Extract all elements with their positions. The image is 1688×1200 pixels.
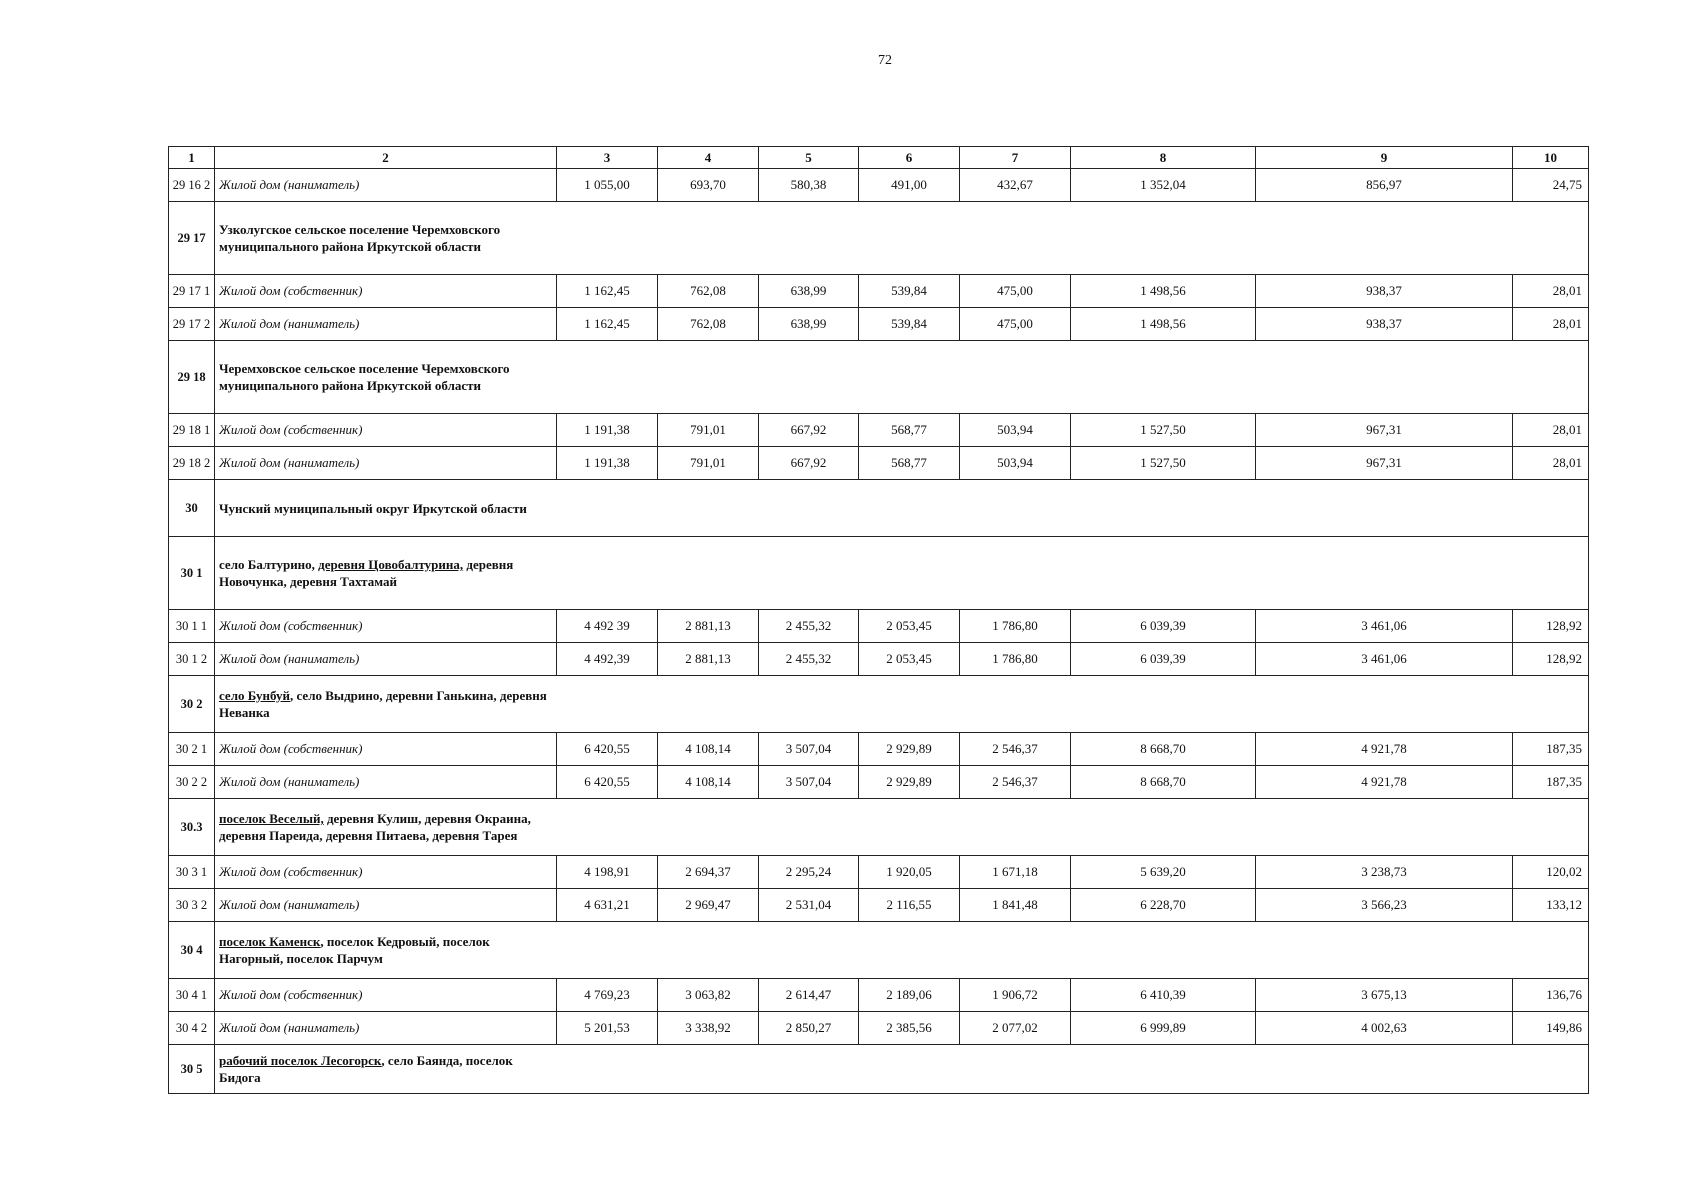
- cell-value-col-5: 2 531,04: [759, 889, 859, 922]
- cell-value-col-3: 4 631,21: [557, 889, 658, 922]
- cell-value-col-10: 28,01: [1513, 275, 1589, 308]
- cell-value-col-4: 791,01: [658, 447, 759, 480]
- cell-value-col-7: 1 786,80: [960, 643, 1071, 676]
- section-empty-span: [557, 676, 1589, 733]
- table-row: [169, 308, 1589, 341]
- table-row: [169, 643, 1589, 676]
- cell-value-col-6: 539,84: [859, 308, 960, 341]
- section-title-part: , село Баянда, поселок Бидога: [219, 1053, 513, 1085]
- section-code: 30 4: [169, 922, 215, 979]
- cell-value-col-6: 539,84: [859, 275, 960, 308]
- cell-value-col-9: 967,31: [1256, 447, 1513, 480]
- cell-value-col-10: 24,75: [1513, 169, 1589, 202]
- cell-value-col-9: 3 238,73: [1256, 856, 1513, 889]
- row-description: Жилой дом (наниматель): [215, 766, 557, 799]
- section-title-part: село Балтурино,: [219, 557, 319, 572]
- cell-value-col-4: 2 694,37: [658, 856, 759, 889]
- section-title-underlined-part: поселок Каменск: [219, 934, 321, 949]
- cell-value-col-10: 28,01: [1513, 308, 1589, 341]
- cell-value-col-3: 1 162,45: [557, 308, 658, 341]
- cell-value-col-4: 3 338,92: [658, 1012, 759, 1045]
- cell-value-col-9: 3 461,06: [1256, 610, 1513, 643]
- section-empty-span: [557, 1045, 1589, 1094]
- row-description: Жилой дом (наниматель): [215, 643, 557, 676]
- cell-value-col-9: 938,37: [1256, 275, 1513, 308]
- table-row: [169, 979, 1589, 1012]
- cell-value-col-9: 3 566,23: [1256, 889, 1513, 922]
- section-title-underlined-part: село Бунбуй: [219, 688, 290, 703]
- cell-value-col-9: 4 921,78: [1256, 766, 1513, 799]
- cell-value-col-10: 128,92: [1513, 643, 1589, 676]
- column-header: 2: [215, 147, 557, 169]
- cell-value-col-5: 3 507,04: [759, 733, 859, 766]
- cell-value-col-7: 475,00: [960, 275, 1071, 308]
- cell-value-col-6: 1 920,05: [859, 856, 960, 889]
- column-header: 5: [759, 147, 859, 169]
- section-title: [215, 202, 557, 275]
- cell-value-col-8: 1 498,56: [1071, 275, 1256, 308]
- tariff-table: [168, 146, 1589, 1094]
- tariff-table-wrapper: [168, 146, 1588, 1094]
- cell-value-col-4: 791,01: [658, 414, 759, 447]
- section-title: [215, 676, 557, 733]
- table-row: [169, 1012, 1589, 1045]
- cell-value-col-8: 1 527,50: [1071, 447, 1256, 480]
- section-title: [215, 799, 557, 856]
- section-title-part: Узколугское сельское поселение Черемховского муниципального района Иркутской области: [219, 222, 501, 254]
- section-row: [169, 341, 1589, 414]
- cell-value-col-10: 187,35: [1513, 766, 1589, 799]
- row-code: 29 16 2: [169, 169, 215, 202]
- section-code: 30 5: [169, 1045, 215, 1094]
- row-code: 29 18 1: [169, 414, 215, 447]
- cell-value-col-10: 133,12: [1513, 889, 1589, 922]
- section-code: 30: [169, 480, 215, 537]
- section-row: [169, 537, 1589, 610]
- cell-value-col-4: 4 108,14: [658, 766, 759, 799]
- cell-value-col-9: 856,97: [1256, 169, 1513, 202]
- cell-value-col-7: 1 671,18: [960, 856, 1071, 889]
- section-empty-span: [557, 202, 1589, 275]
- column-header: 6: [859, 147, 960, 169]
- section-title: [215, 341, 557, 414]
- cell-value-col-6: 2 929,89: [859, 733, 960, 766]
- row-code: 30 4 1: [169, 979, 215, 1012]
- section-title-part: , поселок Кедровый, поселок Нагорный, поселок Парчум: [219, 934, 490, 966]
- row-description: Жилой дом (собственник): [215, 275, 557, 308]
- cell-value-col-4: 3 063,82: [658, 979, 759, 1012]
- cell-value-col-8: 6 228,70: [1071, 889, 1256, 922]
- cell-value-col-4: 2 881,13: [658, 643, 759, 676]
- section-title-part: деревня Новочунка, деревня Тахтамай: [219, 557, 514, 589]
- section-title: [215, 1045, 557, 1094]
- cell-value-col-5: 2 455,32: [759, 610, 859, 643]
- section-title-underlined-part: поселок Веселый,: [219, 811, 324, 826]
- row-description: Жилой дом (наниматель): [215, 447, 557, 480]
- cell-value-col-7: 2 546,37: [960, 733, 1071, 766]
- cell-value-col-3: 1 191,38: [557, 447, 658, 480]
- row-description: Жилой дом (наниматель): [215, 308, 557, 341]
- table-row: [169, 856, 1589, 889]
- cell-value-col-3: 5 201,53: [557, 1012, 658, 1045]
- row-code: 30 1 2: [169, 643, 215, 676]
- cell-value-col-8: 8 668,70: [1071, 766, 1256, 799]
- cell-value-col-10: 136,76: [1513, 979, 1589, 1012]
- cell-value-col-3: 1 162,45: [557, 275, 658, 308]
- cell-value-col-7: 503,94: [960, 447, 1071, 480]
- section-row: [169, 1045, 1589, 1094]
- cell-value-col-5: 667,92: [759, 447, 859, 480]
- row-code: 30 1 1: [169, 610, 215, 643]
- cell-value-col-6: 491,00: [859, 169, 960, 202]
- row-description: Жилой дом (собственник): [215, 414, 557, 447]
- cell-value-col-8: 6 039,39: [1071, 610, 1256, 643]
- cell-value-col-9: 4 002,63: [1256, 1012, 1513, 1045]
- row-description: Жилой дом (собственник): [215, 733, 557, 766]
- section-title-underlined-part: деревня Цовобалтурина,: [318, 557, 464, 572]
- cell-value-col-5: 638,99: [759, 308, 859, 341]
- section-title: [215, 922, 557, 979]
- table-row: [169, 733, 1589, 766]
- cell-value-col-5: 638,99: [759, 275, 859, 308]
- cell-value-col-8: 5 639,20: [1071, 856, 1256, 889]
- row-description: Жилой дом (собственник): [215, 610, 557, 643]
- cell-value-col-7: 2 077,02: [960, 1012, 1071, 1045]
- cell-value-col-8: 1 498,56: [1071, 308, 1256, 341]
- section-code: 30.3: [169, 799, 215, 856]
- cell-value-col-3: 4 492,39: [557, 643, 658, 676]
- column-header: 10: [1513, 147, 1589, 169]
- column-header: 7: [960, 147, 1071, 169]
- header-row: [169, 147, 1589, 169]
- section-title-part: Черемховское сельское поселение Черемховского муниципального района Иркутской области: [219, 361, 510, 393]
- table-row: [169, 447, 1589, 480]
- table-row: [169, 610, 1589, 643]
- row-code: 29 17 1: [169, 275, 215, 308]
- table-body: [169, 169, 1589, 1094]
- cell-value-col-6: 2 053,45: [859, 643, 960, 676]
- cell-value-col-5: 667,92: [759, 414, 859, 447]
- cell-value-col-8: 6 039,39: [1071, 643, 1256, 676]
- cell-value-col-3: 6 420,55: [557, 766, 658, 799]
- row-code: 30 2 1: [169, 733, 215, 766]
- cell-value-col-3: 6 420,55: [557, 733, 658, 766]
- section-title: [215, 480, 557, 537]
- cell-value-col-4: 2 881,13: [658, 610, 759, 643]
- cell-value-col-9: 967,31: [1256, 414, 1513, 447]
- section-empty-span: [557, 537, 1589, 610]
- cell-value-col-8: 6 410,39: [1071, 979, 1256, 1012]
- cell-value-col-8: 6 999,89: [1071, 1012, 1256, 1045]
- section-code: 30 1: [169, 537, 215, 610]
- cell-value-col-7: 475,00: [960, 308, 1071, 341]
- cell-value-col-3: 4 769,23: [557, 979, 658, 1012]
- cell-value-col-9: 4 921,78: [1256, 733, 1513, 766]
- table-row: [169, 766, 1589, 799]
- cell-value-col-3: 1 191,38: [557, 414, 658, 447]
- cell-value-col-5: 2 850,27: [759, 1012, 859, 1045]
- cell-value-col-9: 3 461,06: [1256, 643, 1513, 676]
- cell-value-col-5: 2 455,32: [759, 643, 859, 676]
- row-code: 30 4 2: [169, 1012, 215, 1045]
- section-title: [215, 537, 557, 610]
- section-row: [169, 480, 1589, 537]
- cell-value-col-5: 580,38: [759, 169, 859, 202]
- cell-value-col-10: 187,35: [1513, 733, 1589, 766]
- row-code: 29 17 2: [169, 308, 215, 341]
- row-code: 30 3 1: [169, 856, 215, 889]
- cell-value-col-10: 149,86: [1513, 1012, 1589, 1045]
- cell-value-col-9: 3 675,13: [1256, 979, 1513, 1012]
- cell-value-col-8: 1 527,50: [1071, 414, 1256, 447]
- cell-value-col-5: 2 295,24: [759, 856, 859, 889]
- cell-value-col-4: 2 969,47: [658, 889, 759, 922]
- page-number: 72: [878, 53, 892, 68]
- cell-value-col-4: 693,70: [658, 169, 759, 202]
- row-code: 29 18 2: [169, 447, 215, 480]
- cell-value-col-3: 4 198,91: [557, 856, 658, 889]
- cell-value-col-7: 432,67: [960, 169, 1071, 202]
- cell-value-col-7: 1 786,80: [960, 610, 1071, 643]
- row-description: Жилой дом (собственник): [215, 979, 557, 1012]
- row-description: Жилой дом (собственник): [215, 856, 557, 889]
- cell-value-col-10: 28,01: [1513, 447, 1589, 480]
- section-title-underlined-part: рабочий поселок Лесогорск: [219, 1053, 382, 1068]
- section-title-part: деревня Кулиш, деревня Окраина, деревня Пареида, деревня Питаева, деревня Тарея: [219, 811, 531, 843]
- section-code: 30 2: [169, 676, 215, 733]
- cell-value-col-6: 2 929,89: [859, 766, 960, 799]
- column-header: 3: [557, 147, 658, 169]
- cell-value-col-10: 128,92: [1513, 610, 1589, 643]
- section-code: 29 17: [169, 202, 215, 275]
- row-description: Жилой дом (наниматель): [215, 889, 557, 922]
- cell-value-col-6: 2 385,56: [859, 1012, 960, 1045]
- cell-value-col-8: 8 668,70: [1071, 733, 1256, 766]
- column-header: 9: [1256, 147, 1513, 169]
- section-row: [169, 922, 1589, 979]
- section-title-part: , село Выдрино, деревни Ганькина, деревня Неванка: [219, 688, 547, 720]
- column-header: 4: [658, 147, 759, 169]
- section-row: [169, 676, 1589, 733]
- section-empty-span: [557, 341, 1589, 414]
- cell-value-col-5: 2 614,47: [759, 979, 859, 1012]
- cell-value-col-3: 1 055,00: [557, 169, 658, 202]
- cell-value-col-7: 2 546,37: [960, 766, 1071, 799]
- section-row: [169, 799, 1589, 856]
- cell-value-col-3: 4 492 39: [557, 610, 658, 643]
- table-row: [169, 169, 1589, 202]
- cell-value-col-4: 762,08: [658, 308, 759, 341]
- row-description: Жилой дом (наниматель): [215, 169, 557, 202]
- row-description: Жилой дом (наниматель): [215, 1012, 557, 1045]
- cell-value-col-6: 2 053,45: [859, 610, 960, 643]
- column-header: 8: [1071, 147, 1256, 169]
- section-title-part: Чунский муниципальный округ Иркутской области: [219, 500, 527, 516]
- section-code: 29 18: [169, 341, 215, 414]
- cell-value-col-6: 2 189,06: [859, 979, 960, 1012]
- cell-value-col-6: 568,77: [859, 447, 960, 480]
- section-empty-span: [557, 799, 1589, 856]
- cell-value-col-10: 120,02: [1513, 856, 1589, 889]
- row-code: 30 3 2: [169, 889, 215, 922]
- cell-value-col-9: 938,37: [1256, 308, 1513, 341]
- cell-value-col-4: 762,08: [658, 275, 759, 308]
- cell-value-col-7: 1 906,72: [960, 979, 1071, 1012]
- cell-value-col-5: 3 507,04: [759, 766, 859, 799]
- cell-value-col-8: 1 352,04: [1071, 169, 1256, 202]
- cell-value-col-10: 28,01: [1513, 414, 1589, 447]
- table-row: [169, 889, 1589, 922]
- table-row: [169, 414, 1589, 447]
- cell-value-col-6: 568,77: [859, 414, 960, 447]
- section-empty-span: [557, 922, 1589, 979]
- row-code: 30 2 2: [169, 766, 215, 799]
- cell-value-col-7: 1 841,48: [960, 889, 1071, 922]
- cell-value-col-7: 503,94: [960, 414, 1071, 447]
- table-row: [169, 275, 1589, 308]
- column-header: 1: [169, 147, 215, 169]
- section-row: [169, 202, 1589, 275]
- section-empty-span: [557, 480, 1589, 537]
- cell-value-col-4: 4 108,14: [658, 733, 759, 766]
- cell-value-col-6: 2 116,55: [859, 889, 960, 922]
